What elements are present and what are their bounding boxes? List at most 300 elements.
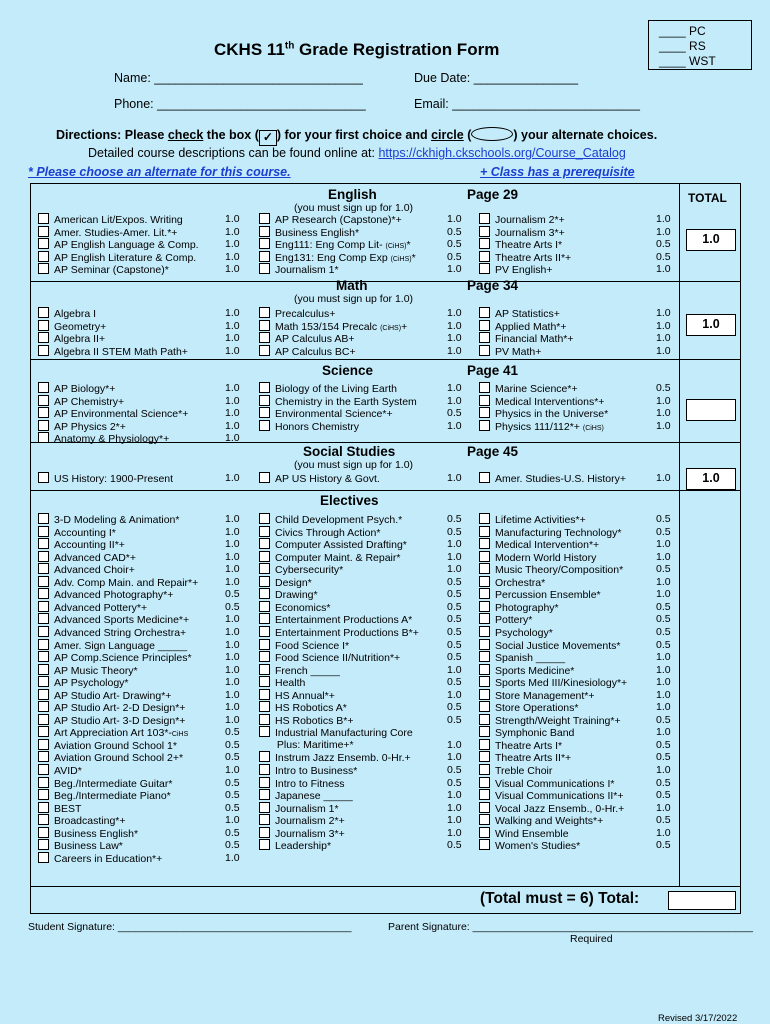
course-checkbox[interactable] [38, 420, 49, 431]
course-checkbox[interactable] [38, 689, 49, 700]
course-checkbox[interactable] [38, 814, 49, 825]
course-checkbox[interactable] [259, 601, 270, 612]
course-checkbox[interactable] [479, 639, 490, 650]
course-checkbox[interactable] [479, 714, 490, 725]
course-row[interactable] [479, 526, 621, 539]
course-row[interactable] [38, 839, 123, 852]
course-checkbox[interactable] [479, 420, 490, 431]
course-checkbox[interactable] [38, 827, 49, 838]
course-row[interactable] [38, 251, 196, 264]
course-row[interactable] [38, 726, 188, 739]
course-name: Japanese _____ [275, 790, 353, 803]
course-row[interactable] [38, 789, 171, 802]
course-checkbox[interactable] [479, 726, 490, 737]
course-name: Careers in Education*+ [54, 852, 163, 865]
course-row[interactable] [38, 676, 129, 689]
course-checkbox[interactable] [479, 307, 490, 318]
course-row[interactable] [38, 420, 126, 433]
course-row[interactable] [259, 226, 359, 239]
course-row[interactable] [259, 307, 335, 320]
course-checkbox[interactable] [38, 238, 49, 249]
course-row[interactable] [479, 601, 559, 614]
course-row[interactable] [259, 839, 331, 852]
course-row[interactable] [479, 676, 627, 689]
course-checkbox[interactable] [259, 777, 270, 788]
course-row[interactable] [479, 789, 624, 802]
course-checkbox[interactable] [479, 651, 490, 662]
course-row[interactable] [479, 395, 604, 408]
course-row[interactable] [38, 651, 192, 664]
course-row[interactable] [38, 613, 189, 626]
course-credit: 1.0 [447, 472, 462, 484]
course-name: Manufacturing Technology* [495, 526, 622, 539]
course-row[interactable] [259, 701, 347, 714]
course-credit: 1.0 [225, 394, 240, 407]
course-checkbox[interactable] [38, 701, 49, 712]
course-checkbox[interactable] [38, 839, 49, 850]
course-checkbox[interactable] [38, 601, 49, 612]
course-checkbox[interactable] [38, 802, 49, 813]
course-credit: 1.0 [225, 663, 240, 676]
course-row[interactable] [259, 395, 417, 408]
course-checkbox[interactable] [38, 382, 49, 393]
course-row[interactable] [479, 777, 614, 790]
course-row[interactable] [38, 764, 82, 777]
course-row[interactable] [479, 664, 574, 677]
course-row[interactable] [259, 739, 354, 752]
course-row[interactable] [259, 802, 339, 815]
course-credit: 1.0 [656, 538, 671, 551]
course-checkbox[interactable] [38, 251, 49, 262]
course-row[interactable] [259, 601, 330, 614]
name-field[interactable]: Name: ______________________________ [114, 71, 363, 85]
course-checkbox[interactable] [259, 639, 270, 650]
course-row[interactable] [38, 701, 185, 714]
course-checkbox[interactable] [259, 526, 270, 537]
course-checkbox[interactable] [259, 664, 270, 675]
parent-signature-line[interactable]: Parent Signature: ________________________________________________ [388, 921, 753, 933]
divider-english [31, 281, 740, 282]
course-checkbox[interactable] [479, 664, 490, 675]
course-checkbox[interactable] [259, 395, 270, 406]
course-row[interactable] [38, 588, 173, 601]
course-credit: 0.5 [225, 789, 240, 802]
course-row[interactable] [38, 802, 81, 815]
course-row[interactable] [38, 407, 188, 420]
course-row[interactable] [259, 538, 407, 551]
directions-text-a: Directions: Please [56, 128, 168, 142]
course-checkbox[interactable] [479, 601, 490, 612]
course-row[interactable] [479, 588, 601, 601]
course-checkbox[interactable] [38, 751, 49, 762]
course-checkbox[interactable] [259, 263, 270, 274]
course-checkbox[interactable] [259, 689, 270, 700]
course-checkbox[interactable] [479, 320, 490, 331]
course-row[interactable] [479, 689, 595, 702]
course-checkbox[interactable] [38, 213, 49, 224]
course-row[interactable] [259, 827, 345, 840]
course-checkbox[interactable] [38, 789, 49, 800]
course-row[interactable] [259, 238, 411, 251]
course-row[interactable] [38, 714, 185, 727]
course-checkbox[interactable] [259, 251, 270, 262]
course-checkbox[interactable] [479, 345, 490, 356]
course-checkbox[interactable] [479, 238, 490, 249]
course-row[interactable] [479, 251, 571, 264]
course-row[interactable] [259, 407, 393, 420]
course-checkbox[interactable] [479, 689, 490, 700]
course-credit: 1.0 [447, 307, 462, 319]
course-checkbox[interactable] [38, 676, 49, 687]
course-checkbox[interactable] [38, 526, 49, 537]
course-checkbox[interactable] [259, 563, 270, 574]
course-row[interactable] [38, 332, 105, 345]
course-checkbox[interactable] [479, 513, 490, 524]
course-checkbox[interactable] [479, 213, 490, 224]
course-row[interactable] [259, 382, 397, 395]
course-checkbox[interactable] [479, 814, 490, 825]
course-row[interactable] [479, 576, 545, 589]
email-field[interactable]: Email: ___________________________ [414, 97, 640, 111]
course-row[interactable] [38, 563, 135, 576]
course-row[interactable] [38, 689, 171, 702]
course-row[interactable] [38, 238, 199, 251]
course-row[interactable] [479, 320, 567, 333]
course-checkbox[interactable] [479, 701, 490, 712]
course-row[interactable] [479, 651, 565, 664]
course-row[interactable] [479, 551, 596, 564]
course-row[interactable] [259, 251, 416, 264]
course-row[interactable] [479, 226, 565, 239]
phone-field[interactable]: Phone: ______________________________ [114, 97, 366, 111]
course-name: Adv. Comp Main. and Repair*+ [54, 576, 199, 589]
course-row[interactable] [259, 472, 380, 485]
course-row[interactable] [479, 839, 580, 852]
course-checkbox[interactable] [259, 839, 270, 850]
course-checkbox[interactable] [479, 764, 490, 775]
course-checkbox[interactable] [259, 714, 270, 725]
course-checkbox[interactable] [259, 382, 270, 393]
course-tag: (CiHS) [385, 243, 407, 250]
course-checkbox[interactable] [479, 588, 490, 599]
course-row[interactable] [259, 320, 407, 333]
course-checkbox[interactable] [38, 407, 49, 418]
course-checkbox[interactable] [38, 263, 49, 274]
course-checkbox[interactable] [259, 332, 270, 343]
course-name: Modern World History [495, 551, 597, 564]
catalog-link[interactable]: https://ckhigh.ckschools.org/Course_Catalog [378, 146, 626, 160]
course-row[interactable] [38, 551, 136, 564]
course-checkbox[interactable] [259, 626, 270, 637]
course-row[interactable] [38, 320, 106, 333]
course-row[interactable] [38, 852, 162, 865]
course-checkbox[interactable] [479, 563, 490, 574]
course-checkbox[interactable] [38, 432, 49, 443]
course-row[interactable] [259, 613, 412, 626]
course-row[interactable] [38, 263, 169, 276]
course-checkbox[interactable] [259, 551, 270, 562]
course-row[interactable] [38, 777, 172, 790]
course-row[interactable] [479, 538, 599, 551]
course-checkbox[interactable] [479, 251, 490, 262]
course-row[interactable] [479, 726, 574, 739]
course-checkbox[interactable] [38, 626, 49, 637]
course-row[interactable] [479, 613, 532, 626]
course-row[interactable] [38, 345, 188, 358]
course-checkbox[interactable] [259, 814, 270, 825]
course-checkbox[interactable] [259, 576, 270, 587]
course-row[interactable] [479, 639, 620, 652]
course-checkbox[interactable] [38, 777, 49, 788]
course-checkbox[interactable] [479, 777, 490, 788]
course-checkbox[interactable] [479, 751, 490, 762]
course-row[interactable] [38, 576, 198, 589]
course-checkbox[interactable] [479, 576, 490, 587]
course-name: Theatre Arts II*+ [495, 251, 572, 264]
course-row[interactable] [479, 814, 603, 827]
course-row[interactable] [479, 701, 578, 714]
course-credit: 1.0 [225, 701, 240, 714]
course-row[interactable] [259, 639, 349, 652]
course-checkbox[interactable] [259, 802, 270, 813]
course-row[interactable] [479, 827, 569, 840]
course-row[interactable] [479, 472, 626, 485]
course-row[interactable] [38, 538, 125, 551]
course-row[interactable] [259, 263, 339, 276]
course-checkbox[interactable] [259, 307, 270, 318]
course-credit: 1.0 [447, 394, 462, 407]
course-checkbox[interactable] [259, 345, 270, 356]
course-row[interactable] [259, 420, 359, 433]
course-row[interactable] [259, 626, 419, 639]
course-checkbox[interactable] [38, 332, 49, 343]
course-row[interactable] [259, 676, 305, 689]
course-checkbox[interactable] [259, 726, 270, 737]
course-checkbox[interactable] [259, 513, 270, 524]
course-checkbox[interactable] [479, 676, 490, 687]
course-checkbox[interactable] [259, 226, 270, 237]
course-row[interactable] [259, 345, 356, 358]
course-checkbox[interactable] [479, 739, 490, 750]
course-checkbox[interactable] [259, 751, 270, 762]
course-row[interactable] [259, 764, 357, 777]
course-row[interactable] [38, 472, 173, 485]
course-checkbox[interactable] [38, 639, 49, 650]
course-row[interactable] [479, 563, 623, 576]
course-row[interactable] [38, 213, 183, 226]
course-row[interactable] [38, 307, 96, 320]
course-row[interactable] [479, 263, 553, 276]
course-checkbox[interactable] [479, 395, 490, 406]
course-credit: 0.5 [447, 250, 462, 263]
course-row[interactable] [259, 588, 318, 601]
course-row[interactable] [38, 739, 177, 752]
course-row[interactable] [38, 432, 169, 445]
course-row[interactable] [38, 751, 183, 764]
course-row[interactable] [259, 664, 340, 677]
course-row[interactable] [38, 395, 124, 408]
total-box-social[interactable]: 1.0 [686, 468, 736, 490]
course-row[interactable] [259, 714, 354, 727]
course-row[interactable] [38, 639, 187, 652]
course-checkbox[interactable] [479, 613, 490, 624]
course-checkbox[interactable] [38, 307, 49, 318]
course-row[interactable] [479, 764, 552, 777]
course-checkbox[interactable] [38, 576, 49, 587]
office-use-box [648, 20, 752, 70]
course-row[interactable] [38, 526, 116, 539]
course-checkbox[interactable] [38, 395, 49, 406]
course-checkbox[interactable] [479, 407, 490, 418]
course-credit: 1.0 [447, 826, 462, 839]
course-row[interactable] [259, 689, 335, 702]
course-checkbox[interactable] [38, 764, 49, 775]
course-credit: 0.5 [225, 776, 240, 789]
course-checkbox[interactable] [479, 472, 490, 483]
course-row[interactable] [259, 789, 353, 802]
course-checkbox[interactable] [259, 613, 270, 624]
course-checkbox[interactable] [479, 526, 490, 537]
grand-total-box[interactable] [668, 891, 736, 910]
course-checkbox[interactable] [38, 320, 49, 331]
course-row[interactable] [38, 827, 138, 840]
total-box-science[interactable] [686, 399, 736, 421]
course-row[interactable] [479, 802, 624, 815]
course-checkbox[interactable] [38, 513, 49, 524]
course-checkbox[interactable] [38, 538, 49, 549]
course-row[interactable] [259, 726, 413, 739]
course-checkbox[interactable] [259, 764, 270, 775]
course-checkbox[interactable] [259, 420, 270, 431]
course-credit: 1.0 [447, 814, 462, 827]
course-row[interactable] [38, 382, 115, 395]
course-row[interactable] [479, 307, 560, 320]
course-checkbox[interactable] [38, 664, 49, 675]
course-checkbox[interactable] [259, 472, 270, 483]
course-row[interactable] [479, 407, 608, 420]
course-checkbox[interactable] [259, 701, 270, 712]
course-checkbox[interactable] [259, 407, 270, 418]
course-checkbox[interactable] [259, 213, 270, 224]
total-box-math[interactable]: 1.0 [686, 314, 736, 336]
course-name: Food Science I* [275, 639, 350, 652]
course-row[interactable] [38, 601, 147, 614]
course-row[interactable] [259, 513, 402, 526]
course-row[interactable] [259, 563, 343, 576]
course-checkbox[interactable] [38, 651, 49, 662]
course-checkbox[interactable] [479, 789, 490, 800]
course-checkbox[interactable] [259, 789, 270, 800]
course-name: AP Research (Capstone)*+ [275, 214, 402, 226]
course-name: AP Environmental Science*+ [54, 408, 189, 420]
course-checkbox[interactable] [38, 739, 49, 750]
course-credit: 0.5 [447, 638, 462, 651]
course-checkbox[interactable] [38, 551, 49, 562]
course-row[interactable] [38, 814, 126, 827]
course-checkbox[interactable] [38, 588, 49, 599]
course-checkbox[interactable] [479, 332, 490, 343]
catalog-note [88, 146, 626, 160]
course-checkbox[interactable] [38, 472, 49, 483]
course-row[interactable] [479, 714, 621, 727]
course-row[interactable] [479, 332, 574, 345]
course-row[interactable] [38, 226, 177, 239]
course-row[interactable] [259, 814, 345, 827]
course-row[interactable] [479, 751, 571, 764]
course-checkbox[interactable] [38, 345, 49, 356]
student-signature-line[interactable]: Student Signature: ________________________________________ [28, 921, 352, 933]
course-row[interactable] [479, 739, 562, 752]
course-row[interactable] [479, 513, 586, 526]
course-row[interactable] [38, 513, 179, 526]
course-checkbox[interactable] [38, 226, 49, 237]
course-row[interactable] [479, 626, 553, 639]
course-row[interactable] [259, 751, 411, 764]
course-checkbox[interactable] [479, 827, 490, 838]
section-title-electives: Electives [320, 493, 379, 508]
course-row[interactable] [479, 420, 604, 433]
course-checkbox[interactable] [479, 551, 490, 562]
course-row[interactable] [259, 332, 354, 345]
course-checkbox[interactable] [479, 839, 490, 850]
course-checkbox[interactable] [38, 852, 49, 863]
course-checkbox[interactable] [259, 538, 270, 549]
course-name: Accounting I* [54, 526, 116, 539]
course-name: Algebra II+ [54, 333, 106, 345]
course-checkbox[interactable] [38, 714, 49, 725]
course-row[interactable] [259, 651, 400, 664]
course-row[interactable] [259, 777, 344, 790]
course-checkbox[interactable] [38, 563, 49, 574]
course-credit: 1.0 [225, 238, 240, 250]
course-checkbox[interactable] [259, 676, 270, 687]
course-checkbox[interactable] [38, 613, 49, 624]
course-credit: 1.0 [447, 688, 462, 701]
course-checkbox[interactable] [479, 802, 490, 813]
course-row[interactable] [259, 551, 400, 564]
course-checkbox[interactable] [259, 588, 270, 599]
course-row[interactable] [479, 382, 578, 395]
course-credit: 1.0 [225, 225, 240, 238]
course-row[interactable] [38, 626, 186, 639]
course-checkbox[interactable] [479, 626, 490, 637]
due-date-field[interactable]: Due Date: _______________ [414, 71, 579, 85]
course-checkbox[interactable] [259, 320, 270, 331]
course-name: Financial Math*+ [495, 333, 574, 345]
course-row[interactable] [479, 213, 565, 226]
directions-circle-word: circle [431, 128, 464, 142]
course-checkbox[interactable] [479, 382, 490, 393]
course-checkbox[interactable] [259, 651, 270, 662]
course-row[interactable] [259, 526, 380, 539]
course-row[interactable] [479, 345, 541, 358]
course-name: Photography* [495, 601, 559, 614]
course-row[interactable] [479, 238, 562, 251]
course-checkbox[interactable] [259, 827, 270, 838]
course-name: Beg./Intermediate Guitar* [54, 777, 173, 790]
course-checkbox[interactable] [479, 263, 490, 274]
course-row[interactable] [259, 576, 312, 589]
total-box-english[interactable]: 1.0 [686, 229, 736, 251]
course-checkbox[interactable] [479, 226, 490, 237]
course-checkbox[interactable] [259, 238, 270, 249]
course-row[interactable] [259, 213, 402, 226]
course-name: Entertainment Productions A* [275, 614, 413, 627]
course-checkbox[interactable] [479, 538, 490, 549]
course-row[interactable] [38, 664, 138, 677]
course-credit: 1.0 [656, 394, 671, 407]
course-checkbox[interactable] [38, 726, 49, 737]
